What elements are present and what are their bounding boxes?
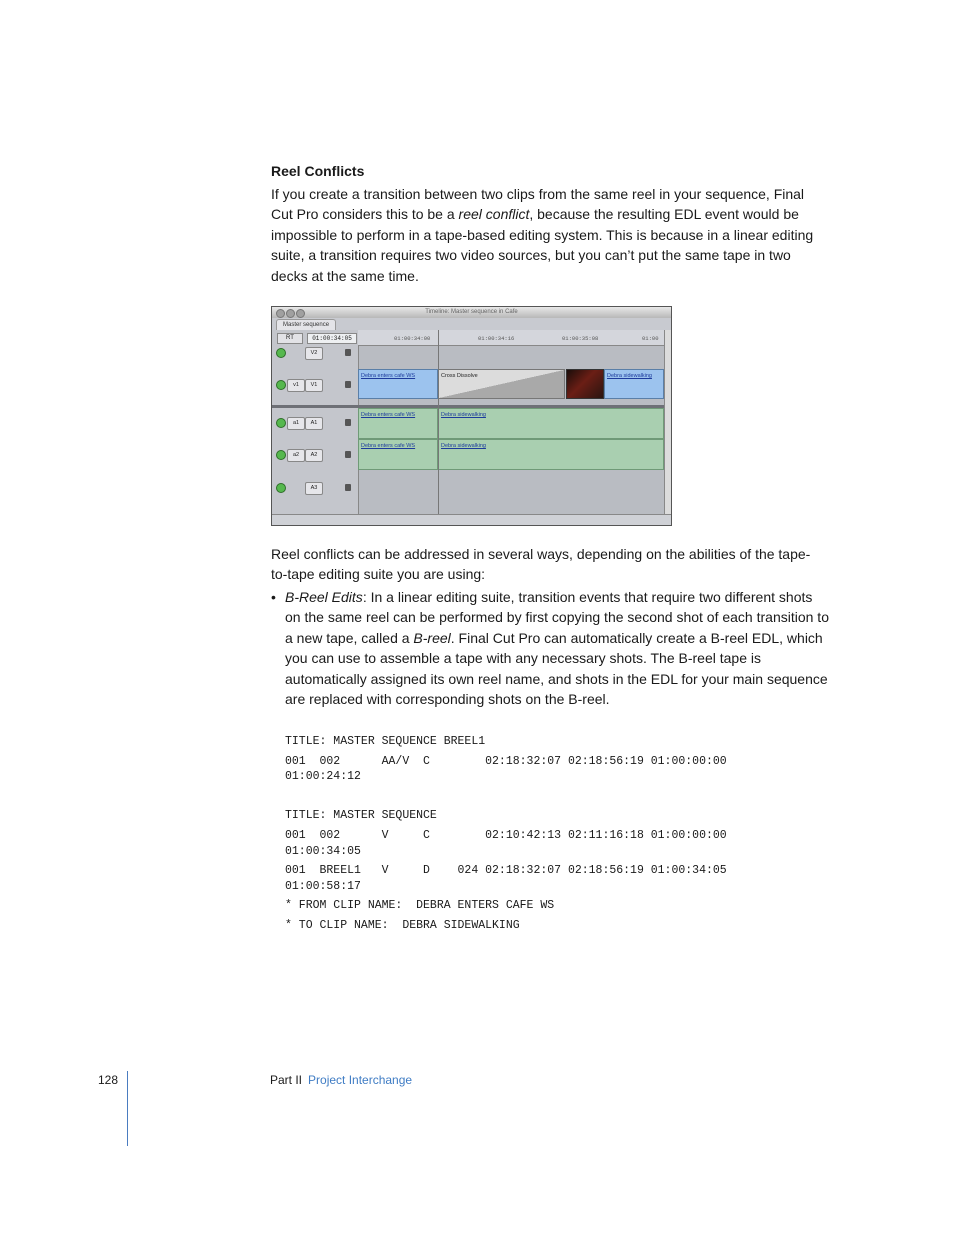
bullet-text-1: In a linear editing suite, transition events that require two different shots on the same reel can be performed by first copying the second shot of each transition to a new tape, called a [285, 589, 829, 646]
source-label-a2: a2 [287, 449, 305, 462]
bullet-mark: • [271, 589, 276, 605]
track-label-a2: A2 [305, 449, 323, 462]
a2-clip-left: Debra enters cafe WS [358, 439, 438, 470]
edl-breel-title: TITLE: MASTER SEQUENCE BREEL1 [285, 735, 486, 748]
footer-part [270, 1073, 412, 1087]
edl-main-line: 001 002 V C 02:10:42:13 02:11:16:18 01:00:00:00 [285, 829, 727, 842]
track-label-a1: A1 [305, 417, 323, 430]
timeline-screenshot [271, 306, 672, 526]
tab-master-sequence: Master sequence [276, 319, 336, 331]
lock-icon [345, 419, 351, 426]
page-number: 128 [98, 1073, 119, 1087]
source-label-v1: v1 [287, 379, 305, 392]
timecode-field: 01:00:34:05 [307, 333, 357, 344]
tab-row [272, 318, 671, 330]
track-label-v2: V2 [305, 347, 323, 360]
horizontal-scrollbar [272, 514, 671, 526]
edl-main-title: TITLE: MASTER SEQUENCE [285, 809, 437, 822]
window-title: Timeline: Master sequence in Cafe [425, 309, 518, 315]
ruler-mark: 01:00 [642, 335, 659, 342]
close-dot-icon [276, 309, 285, 318]
intro-term: reel conflict [458, 206, 530, 223]
bullet-term-2: B-reel [413, 629, 451, 646]
track-visibility-icon [276, 348, 286, 358]
intro-text-before: If you create a transition between two clips from the same reel in your sequence, Final Cut Pro considers this to be a [271, 186, 805, 223]
edl-main-line: 01:00:34:05 [285, 845, 361, 858]
a1-clip-right: Debra sidewalking [438, 408, 664, 439]
intro-paragraph [271, 184, 826, 286]
minimize-dot-icon [286, 309, 295, 318]
section-heading: Reel Conflicts [271, 163, 365, 179]
a1-clip-left: Debra enters cafe WS [358, 408, 438, 439]
lock-icon [345, 381, 351, 388]
source-label-a1: a1 [287, 417, 305, 430]
intro-text-after: , because the resulting EDL event would be impossible to perform in a tape-based editing system. This is because in a linear editing suite, a transition requires two video sources, but you can’t put the same tape in two decks at the same time. [271, 206, 814, 284]
lock-icon [345, 451, 351, 458]
a2-clip-right: Debra sidewalking [438, 439, 664, 470]
edl-breel-line: 001 002 AA/V C 02:18:32:07 02:18:56:19 01:00:00:00 [285, 755, 727, 768]
track-visibility-icon [276, 380, 286, 390]
bullet-text-2: . Final Cut Pro can automatically create a B-reel EDL, which you can use to assemble a tape with any necessary shots. The B-reel tape is automatically assigned its own reel name, and shots in the EDL for your main sequence are replaced with corresponding shots on the B-reel. [285, 629, 828, 708]
window-titlebar [272, 307, 671, 318]
part-label: Part II [270, 1073, 303, 1087]
time-ruler [358, 330, 664, 346]
bullet-item [271, 587, 831, 709]
rt-menu: RT [277, 333, 303, 344]
chapter-link[interactable]: Project Interchange [308, 1073, 413, 1087]
track-label-v1: V1 [305, 379, 323, 392]
track-visibility-icon [276, 450, 286, 460]
ruler-mark: 01:00:35:08 [562, 335, 599, 342]
edl-breel-line: 01:00:24:12 [285, 770, 361, 783]
transition-clip: Cross Dissolve [438, 369, 565, 399]
footer-rule [127, 1071, 128, 1146]
bullet-colon: : [362, 589, 371, 605]
vertical-scrollbar [664, 330, 672, 522]
track-visibility-icon [276, 418, 286, 428]
ruler-mark: 01:00:34:00 [394, 335, 431, 342]
v1-clip-left: Debra enters cafe WS [358, 369, 438, 399]
lock-icon [345, 484, 351, 491]
edl-to-clip: * TO CLIP NAME: DEBRA SIDEWALKING [285, 919, 520, 932]
edl-from-clip: * FROM CLIP NAME: DEBRA ENTERS CAFE WS [285, 899, 555, 912]
edl-main-line: 001 BREEL1 V D 024 02:18:32:07 02:18:56:19 01:00:34:05 [285, 864, 727, 877]
clip-thumbnail [566, 369, 604, 399]
track-label-a3: A3 [305, 482, 323, 495]
bullet-term: B-Reel Edits [285, 589, 363, 605]
v1-clip-right: Debra sidewalking [604, 369, 664, 399]
ruler-mark: 01:00:34:16 [478, 335, 515, 342]
zoom-dot-icon [296, 309, 305, 318]
bullet-text [285, 587, 831, 709]
playhead [438, 330, 439, 514]
track-visibility-icon [276, 483, 286, 493]
edl-main-line: 01:00:58:17 [285, 880, 361, 893]
after-screenshot-paragraph: Reel conflicts can be addressed in several ways, depending on the abilities of the tape-to-tape editing suite you are using: [271, 546, 811, 583]
lock-icon [345, 349, 351, 356]
